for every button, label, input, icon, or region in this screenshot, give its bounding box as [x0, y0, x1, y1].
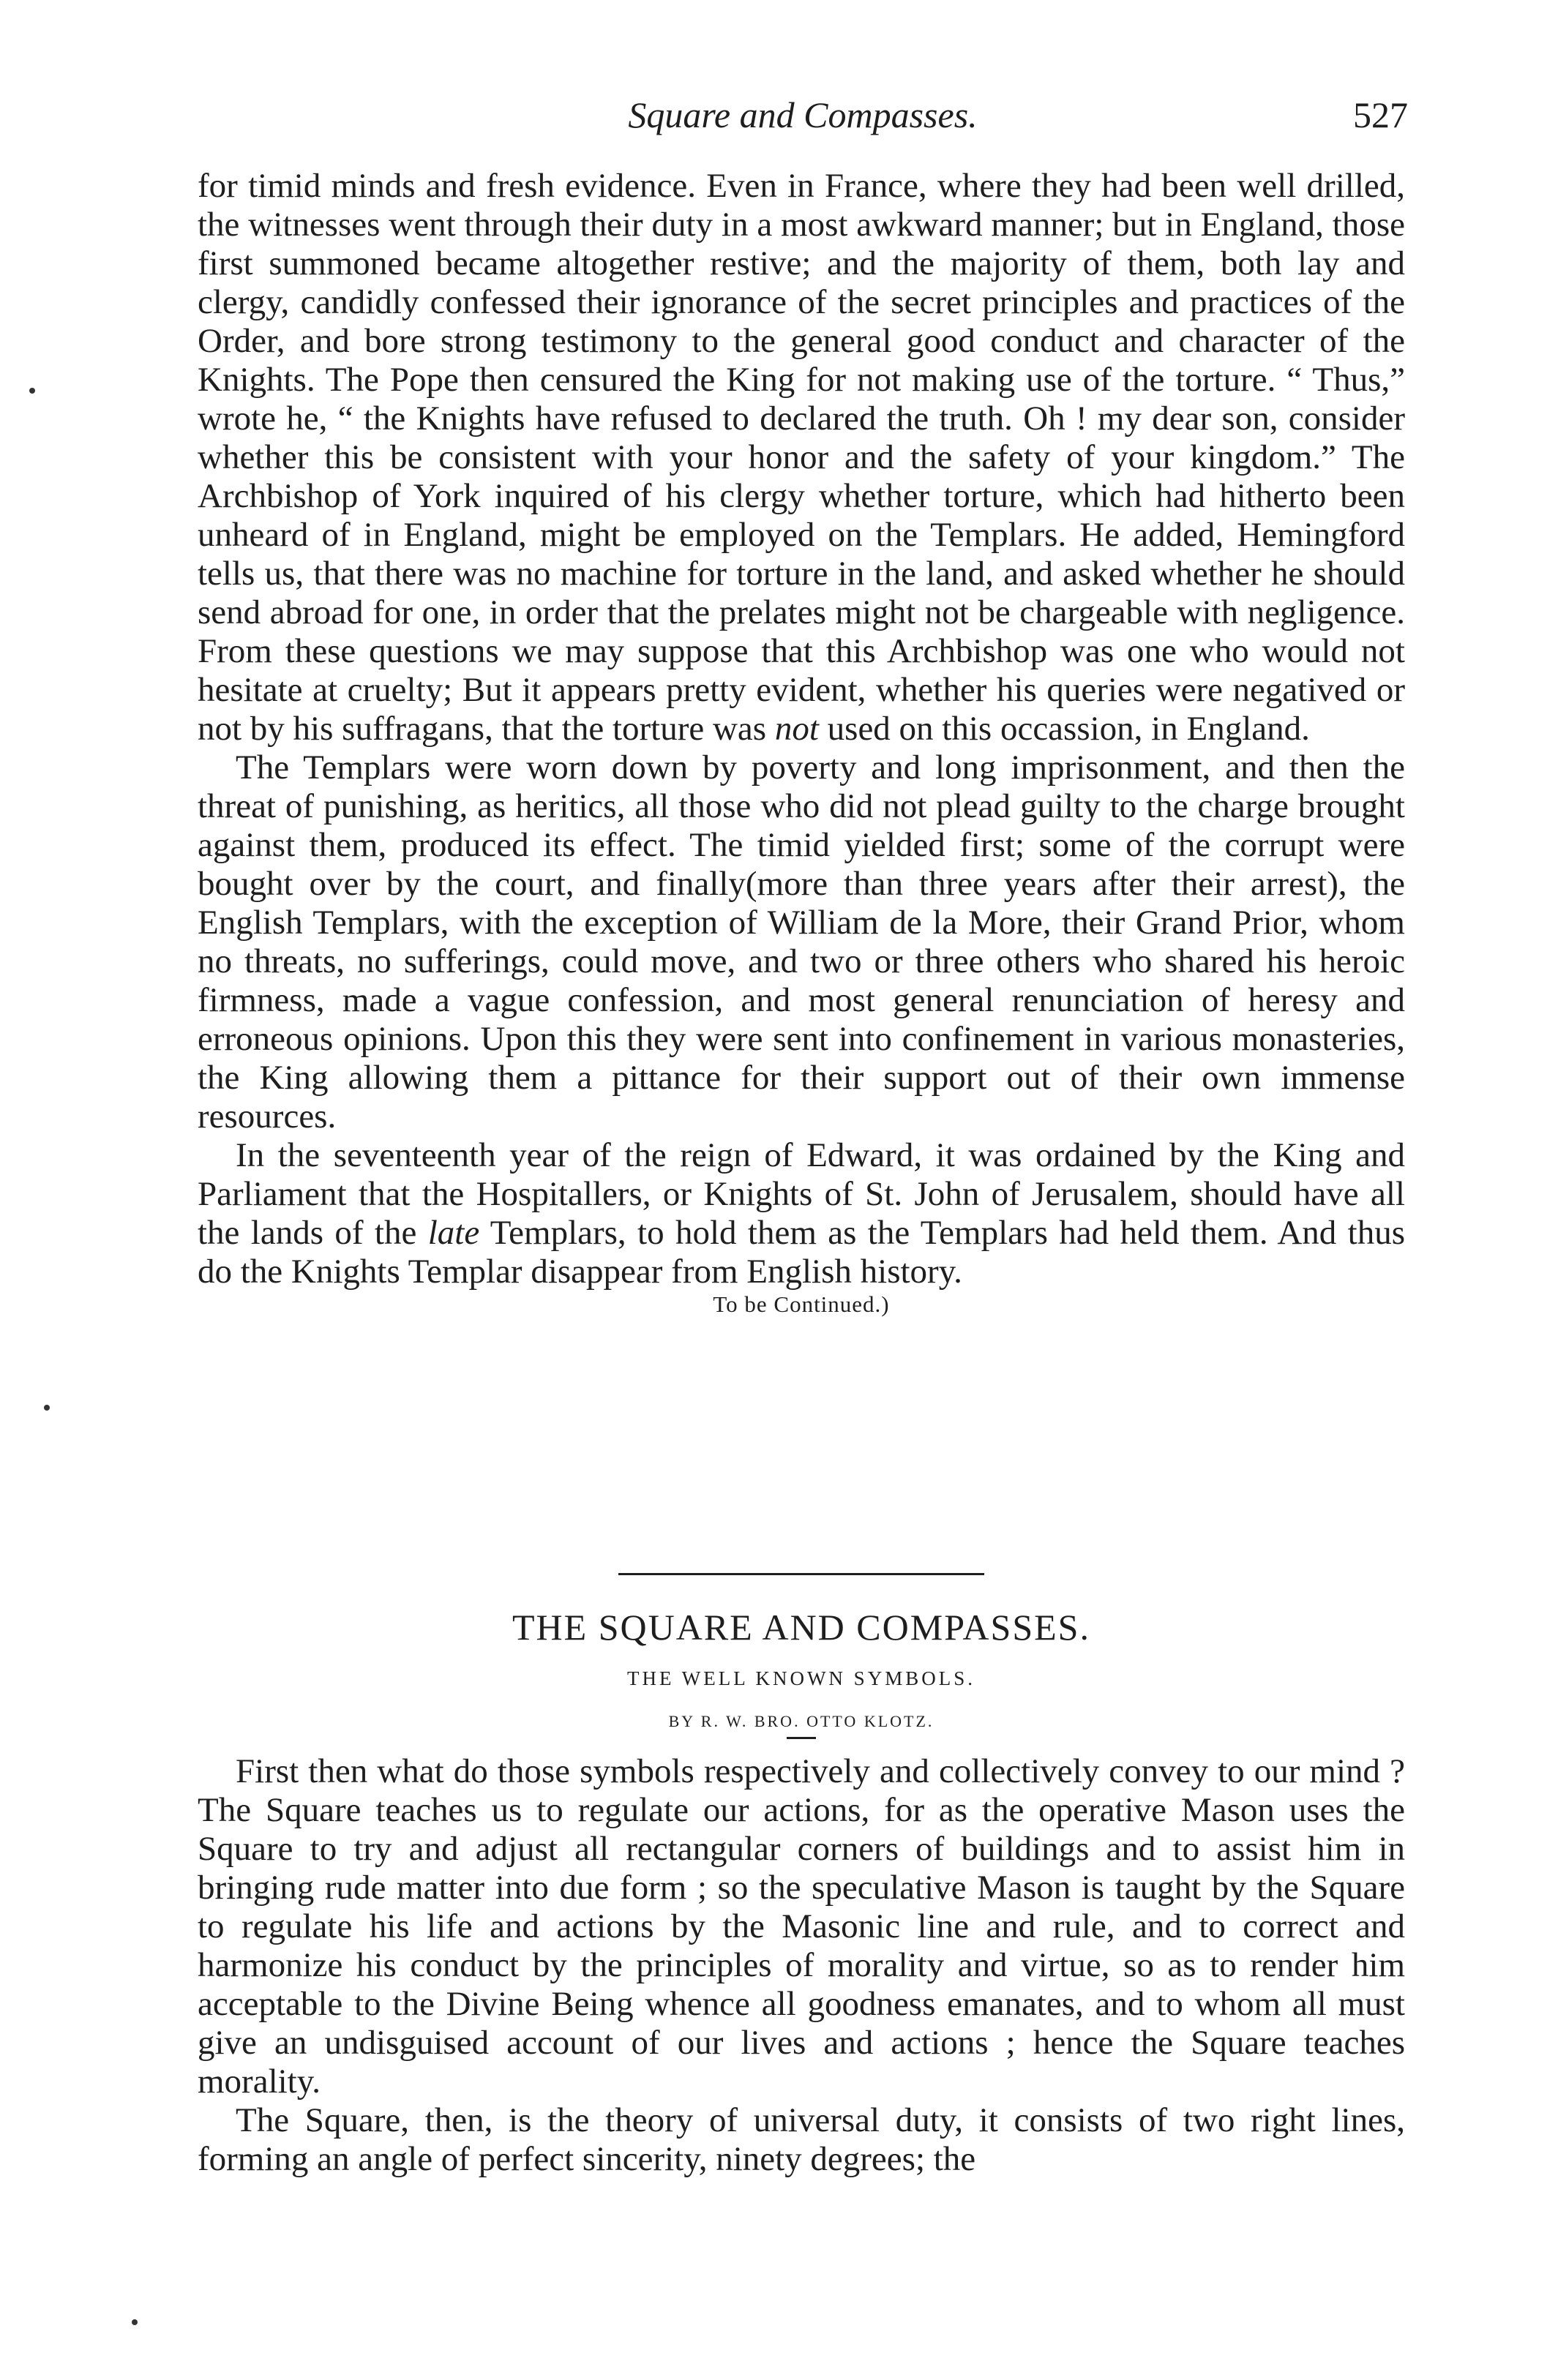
section-divider	[618, 1573, 984, 1575]
italic-word: late	[427, 1214, 480, 1252]
byline: BY R. W. BRO. OTTO KLOTZ.	[668, 1712, 934, 1730]
margin-speck	[29, 388, 35, 394]
article-title: THE SQUARE AND COMPASSES.	[512, 1607, 1090, 1648]
margin-speck	[132, 2319, 138, 2325]
running-title: Square and Compasses.	[628, 94, 978, 135]
margin-speck	[44, 1405, 50, 1411]
page-header	[198, 94, 1408, 145]
paragraph-seventeenth-year	[198, 1136, 1405, 1291]
paragraph-symbols-convey: First then what do those symbols respectively and collectively convey to our mind ? The Square teaches us to regulate our actions, for as the operative Mason uses the Square to try and adjust all rectangular corners of buildings and to assist him in bringing rude matter into due form ; so the speculative Mason is taught by the Square to regulate his life and actions by the Masonic line and rule, and to correct and harmonize his conduct by the principles of morality and virtue, so as to render him acceptable to the Divine Being whence all goodness emanates, and to whom all must give an undisguised account of our lives and actions ; hence the Square teaches morality.	[198, 1752, 1405, 2101]
page-number: 527	[1353, 94, 1408, 135]
continued-note: To be Continued.)	[713, 1291, 890, 1317]
paragraph-trial-evidence	[198, 167, 1405, 748]
article-continuation	[198, 167, 1405, 1318]
paragraph-text-end: Templars, to hold them as the Templars had held them. And thus do the Knights Templar disappear from English history.	[198, 1214, 1406, 1291]
byline-rule	[787, 1737, 816, 1739]
paragraph-square-theory: The Square, then, is the theory of universal duty, it consists of two right lines, forming an angle of perfect sincerity, ninety degrees; the	[198, 2101, 1405, 2178]
paragraph-text-end: used on this occassion, in England.	[827, 710, 1310, 748]
article-subtitle: THE WELL KNOWN SYMBOLS.	[627, 1667, 975, 1689]
paragraph-templars-worn-down: The Templars were worn down by poverty and long imprisonment, and then the threat of punishing, as heritics, all those who did not plead guilty to the charge brought against them, produced its effect. The timid yielded first; some of the corrupt were bought over by the court, and finally(more than three years after their arrest), the English Templars, with the exception of William de la More, their Grand Prior, whom no threats, no sufferings, could move, and two or three others who shared his heroic firmness, made a vague confession, and most general renunciation of heresy and erroneous opinions. Upon this they were sent into confinement in various monasteries, the King allowing them a pittance for their support out of their own immense resources.	[198, 748, 1405, 1135]
article-square-compasses	[198, 1573, 1405, 2179]
paragraph-text: In the seventeenth year of the reign of Edward, it was ordained by the King and Parliament that the Hospitallers, or Knights of St. John of Jerusalem, should have all the lands of the	[198, 1136, 1405, 1252]
italic-word: not	[774, 710, 819, 748]
paragraph-text: for timid minds and fresh evidence. Even in France, where they had been well drilled, the witnesses went through their duty in a most awkward manner; but in England, those first summoned became altogether restive; and the majority of them, both lay and clergy, candidly confessed their ignorance of the secret principles and practices of the Order, and bore strong testimony to the general good conduct and character of the Knights. The Pope then censured the King for not making use of the torture. “ Thus,” wrote he, “ the Knights have refused to declared the truth. Oh ! my dear son, consider whether this be consistent with your honor and the safety of your kingdom.” The Archbishop of York inquired of his clergy whether torture, which had hitherto been unheard of in England, might be employed on the Templars. He added, Hemingford tells us, that there was no machine for torture in the land, and asked whether he should send abroad for one, in order that the prelates might not be chargeable with negligence. From these questions we may suppose that this Archbishop was one who would not hesitate at cruelty; But it appears pretty evident, whether his queries were negatived or not by his suffragans, that the torture was	[198, 167, 1405, 748]
